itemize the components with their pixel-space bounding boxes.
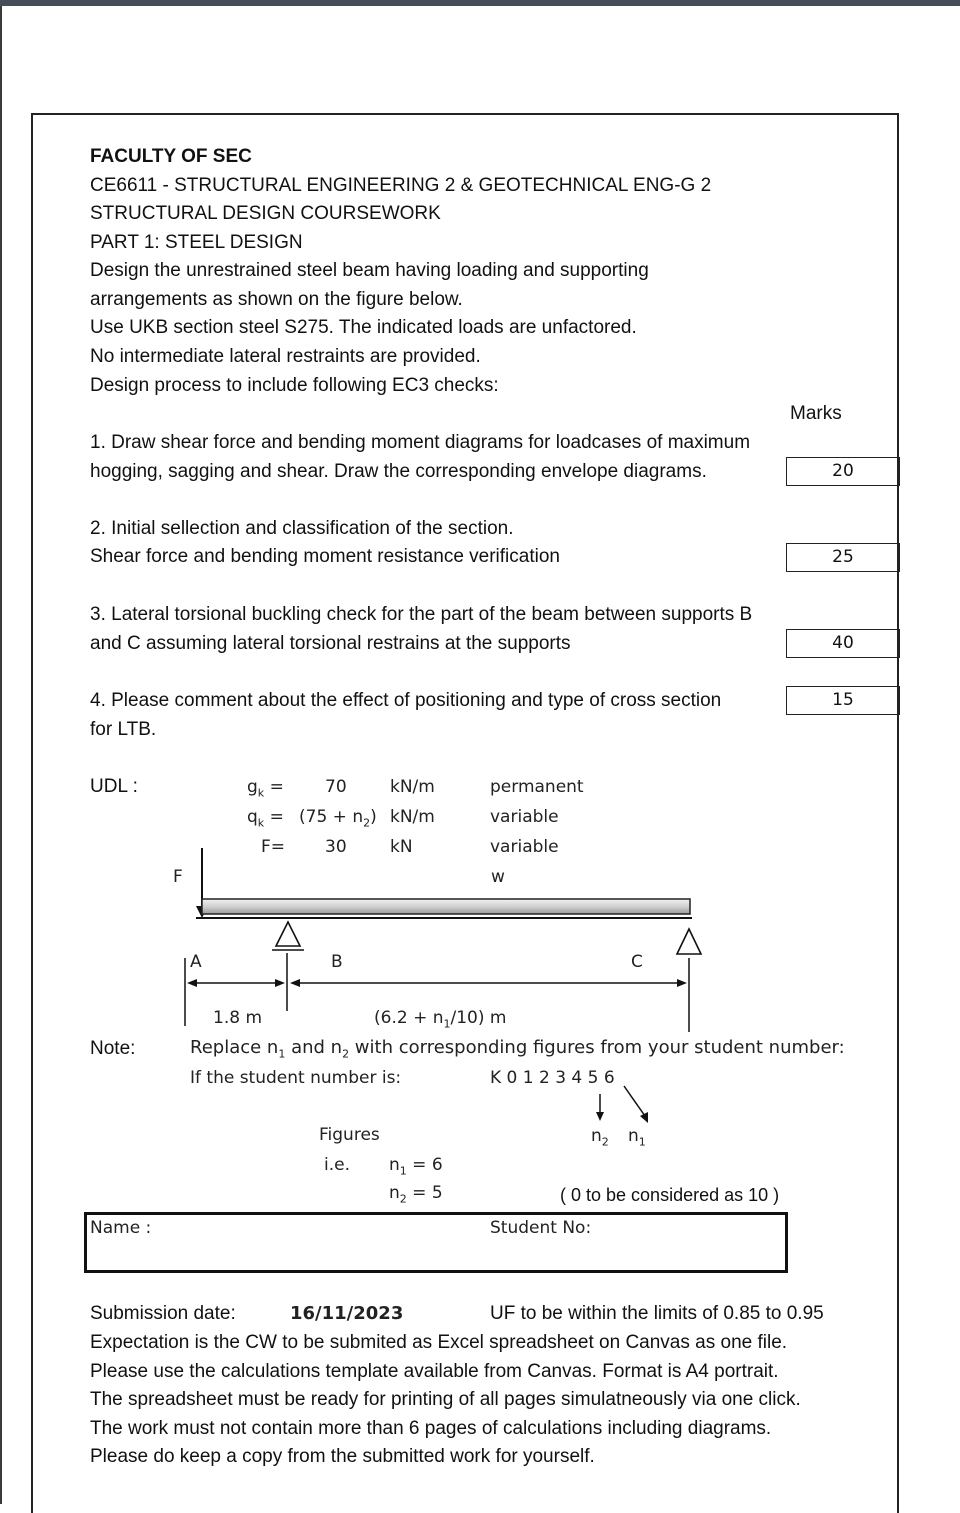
f-symbol: F= — [261, 837, 286, 857]
support-b — [276, 922, 300, 946]
submission-line: Please use the calculations template available from Canvas. Format is A4 portrait. — [90, 1361, 779, 1382]
task-4-line2: for LTB. — [90, 719, 157, 740]
qk-symbol: $q_k$ = — [247, 807, 284, 830]
marks-header: Marks — [790, 403, 842, 424]
f-unit: kN — [390, 837, 413, 857]
label-b: B — [331, 952, 343, 972]
task-2-line1: 2. Initial sellection and classification of the section. — [90, 518, 514, 539]
task-2-line2: Shear force and bending moment resistance verification — [90, 546, 560, 567]
uf-note: UF to be within the limits of 0.85 to 0.95 — [490, 1303, 824, 1324]
label-f: F — [173, 867, 183, 887]
part-title: PART 1: STEEL DESIGN — [90, 232, 303, 253]
intro-line: Design process to include following EC3 checks: — [90, 375, 499, 396]
qk-unit: kN/m — [390, 807, 435, 827]
n2-value: $n_2 = 5$ — [389, 1183, 443, 1206]
task-4-marks: 15 — [786, 686, 900, 715]
label-w: w — [491, 867, 505, 887]
intro-line: Design the unrestrained steel beam having loading and supporting — [90, 260, 649, 281]
note-line2: If the student number is: — [190, 1068, 402, 1088]
udl-label: UDL : — [90, 776, 138, 797]
n2-arrowhead — [596, 1112, 604, 1121]
task-1-marks: 20 — [786, 457, 900, 486]
n2-label: $n_2$ — [591, 1126, 609, 1149]
student-number-example: K 0 1 2 3 4 5 6 — [490, 1068, 615, 1088]
label-c: C — [631, 952, 643, 972]
gk-symbol: $g_k$ = — [247, 777, 284, 800]
intro-line: Use UKB section steel S275. The indicated loads are unfactored. — [90, 317, 637, 338]
n1-label: $n_1$ — [628, 1126, 646, 1149]
submission-date-value: 16/11/2023 — [290, 1303, 404, 1324]
qk-type: variable — [490, 807, 559, 827]
faculty-heading: FACULTY OF SEC — [90, 146, 252, 167]
submission-line: The spreadsheet must be ready for printing of all pages simulatneously via one click. — [90, 1389, 801, 1410]
submission-line: The work must not contain more than 6 pages of calculations including diagrams. — [90, 1418, 772, 1439]
dim-arrow — [290, 979, 300, 987]
figures-label: Figures — [319, 1125, 380, 1145]
zero-note: ( 0 to be considered as 10 ) — [560, 1185, 780, 1205]
dim-arrow — [677, 979, 687, 987]
gk-value: 70 — [325, 777, 347, 797]
task-1-line1: 1. Draw shear force and bending moment diagrams for loadcases of maximum — [90, 432, 751, 453]
task-4-line1: 4. Please comment about the effect of positioning and type of cross section — [90, 690, 722, 711]
task-2-marks: 25 — [786, 543, 900, 572]
dim-arrow — [275, 979, 285, 987]
task-3-line2: and C assuming lateral torsional restrains at the supports — [90, 633, 571, 654]
submission-date-label: Submission date: — [90, 1303, 236, 1324]
dim-arrow — [187, 979, 197, 987]
span-2-length: $(6.2 + n_1/10)$ m — [374, 1008, 507, 1031]
submission-line: Please do keep a copy from the submitted work for yourself. — [90, 1446, 595, 1467]
task-3-line1: 3. Lateral torsional buckling check for the part of the beam between supports B — [90, 604, 753, 625]
n1-value: $n_1 = 6$ — [389, 1155, 443, 1178]
note-label: Note: — [90, 1038, 136, 1059]
task-3-marks: 40 — [786, 629, 900, 658]
name-label: Name : — [90, 1218, 152, 1238]
qk-value: $(75 + n_2)$ — [299, 807, 377, 830]
module-title: CE6611 - STRUCTURAL ENGINEERING 2 & GEOTECHNICAL ENG-G 2 — [90, 175, 712, 196]
support-c — [677, 929, 701, 954]
note-line1: Replace $n_1$ and $n_2$ with corresponding figures from your student number: — [190, 1037, 845, 1061]
gk-type: permanent — [490, 777, 584, 797]
f-type: variable — [490, 837, 559, 857]
name-student-box — [84, 1212, 788, 1273]
intro-line: arrangements as shown on the figure below. — [90, 289, 463, 310]
submission-line: Expectation is the CW to be submited as Excel spreadsheet on Canvas as one file. — [90, 1332, 788, 1353]
ie-label: i.e. — [324, 1155, 350, 1175]
n1-arrow — [624, 1086, 645, 1116]
f-value: 30 — [325, 837, 347, 857]
beam — [202, 899, 690, 914]
intro-line: No intermediate lateral restraints are provided. — [90, 346, 481, 367]
span-1-length: 1.8 m — [213, 1008, 262, 1028]
label-a: A — [190, 952, 202, 972]
coursework-title: STRUCTURAL DESIGN COURSEWORK — [90, 203, 441, 224]
task-1-line2: hogging, sagging and shear. Draw the corresponding envelope diagrams. — [90, 461, 707, 482]
student-no-label: Student No: — [490, 1218, 592, 1238]
gk-unit: kN/m — [390, 777, 435, 797]
